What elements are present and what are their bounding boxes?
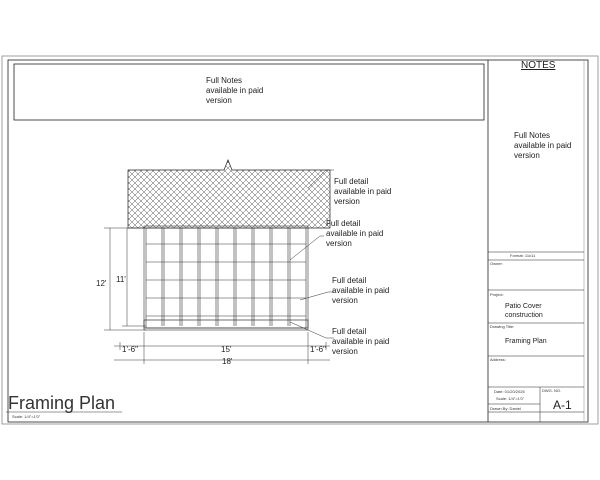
notes-panel-line3: version — [514, 151, 540, 160]
notes-panel-line2: available in paid — [514, 141, 572, 150]
callout-3-line1: Full detail — [332, 276, 367, 285]
owner-label: Owner: — [490, 261, 503, 266]
project-name-line1: Patio Cover — [505, 303, 542, 310]
callout-2 — [326, 219, 383, 249]
callout-4 — [332, 327, 389, 357]
dim-right-overhang: 1'-6" — [310, 345, 326, 354]
project-name-line2: construction — [505, 312, 543, 319]
callout-2-line2: available in paid — [326, 229, 384, 238]
drawing-title-label: Drawing Title: — [490, 324, 515, 329]
dwg-no-label: DWG. NO. — [542, 388, 562, 393]
drawn-by-value: Drawn By: Daniel — [490, 406, 521, 411]
callout-3-line2: available in paid — [332, 286, 390, 295]
plan-scale: Scale: 1/4"=1'0" — [12, 414, 41, 419]
plan-title: Framing Plan — [8, 393, 116, 413]
project-label: Project: — [490, 292, 504, 297]
notes-title: NOTES — [521, 60, 556, 71]
sheet-number: A-1 — [553, 398, 572, 412]
framing-grid — [144, 226, 308, 330]
format-label: Format: 11x11 — [510, 253, 536, 258]
top-notes-text — [206, 76, 263, 106]
drawing-title-value: Framing Plan — [505, 338, 547, 345]
callout-2-line1: Full detail — [326, 219, 361, 228]
address-label: Address: — [490, 357, 506, 362]
notes-panel-line1: Full Notes — [514, 131, 551, 140]
top-notes-line1: Full Notes — [206, 76, 243, 85]
project-name — [505, 302, 543, 320]
dim-overall-width: 18' — [222, 357, 233, 366]
callout-3 — [332, 276, 389, 306]
top-notes-line2: available in paid — [206, 86, 264, 95]
top-notes-line3: version — [206, 96, 232, 105]
scale-value: Scale: 1/4"=1'0" — [496, 396, 525, 401]
dimension-lines — [104, 228, 330, 364]
callout-1-line3: version — [334, 197, 360, 206]
sheet-border-outer — [2, 56, 598, 424]
date-value: Date: 01/20/2026 — [494, 389, 525, 394]
existing-wall-hatch — [128, 160, 330, 228]
dim-left-overhang: 1'-6" — [122, 345, 138, 354]
sheet-border-inner — [8, 60, 588, 422]
notes-panel-text — [514, 131, 571, 161]
callout-2-line3: version — [326, 239, 352, 248]
callout-1-line2: available in paid — [334, 187, 392, 196]
callout-1 — [334, 177, 391, 207]
callout-3-line3: version — [332, 296, 358, 305]
dim-center-span: 15' — [221, 345, 232, 354]
callout-4-line2: available in paid — [332, 337, 390, 346]
dim-overall-height: 12' — [96, 279, 107, 288]
callout-4-line1: Full detail — [332, 327, 367, 336]
dim-inner-height: 11' — [116, 275, 126, 284]
callout-4-line3: version — [332, 347, 358, 356]
callout-1-line1: Full detail — [334, 177, 369, 186]
